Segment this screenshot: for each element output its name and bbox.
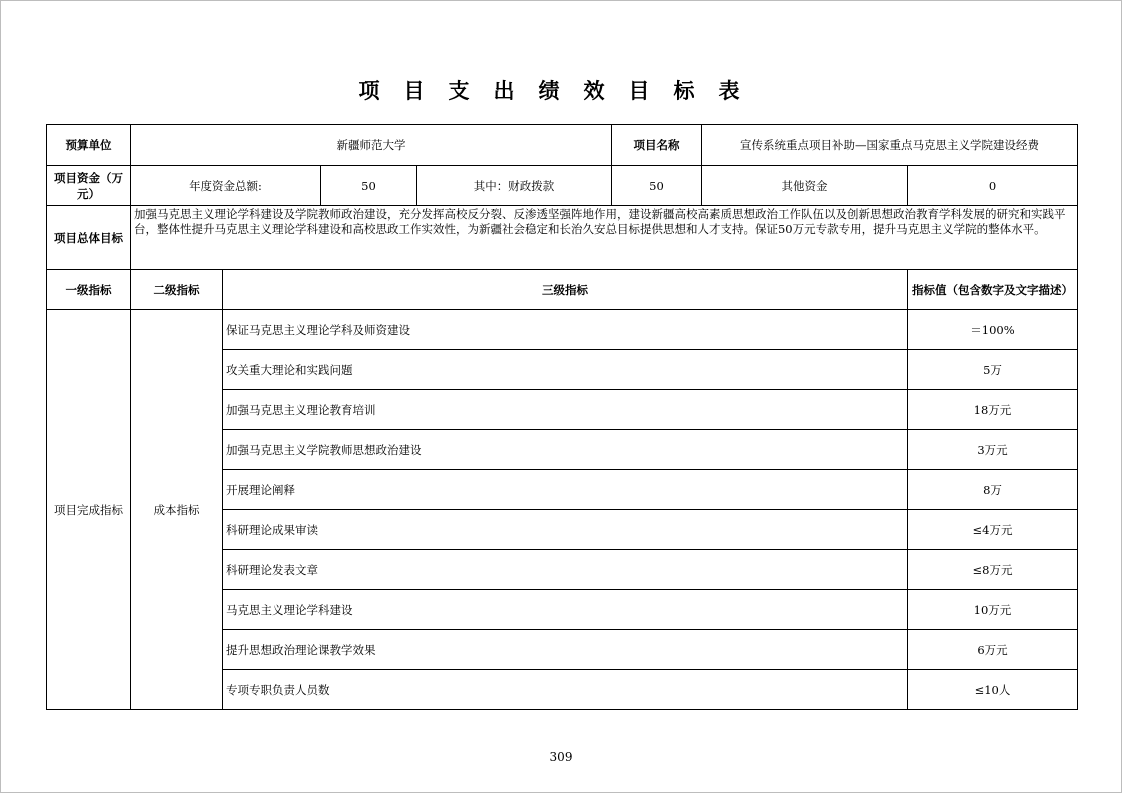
indicator-value: 10万元 <box>908 590 1078 630</box>
indicator-name: 提升思想政治理论课教学效果 <box>223 630 908 670</box>
unit-value: 新疆师范大学 <box>131 125 612 166</box>
indicator-value: 18万元 <box>908 390 1078 430</box>
indicator-value: 3万元 <box>908 430 1078 470</box>
other-funds-label: 其他资金 <box>702 166 908 206</box>
level2-header: 二级指标 <box>131 270 223 310</box>
page-number: 309 <box>549 750 573 764</box>
indicator-value: ≤8万元 <box>908 550 1078 590</box>
fiscal-label: 其中：财政拨款 <box>417 166 612 206</box>
page-title: 项目支出绩效目标表 <box>358 79 764 103</box>
level3-header: 三级指标 <box>223 270 908 310</box>
indicator-name: 科研理论成果审读 <box>223 510 908 550</box>
annual-total-value: 50 <box>321 166 417 206</box>
goal-row <box>47 206 1078 270</box>
indicator-name: 加强马克思主义学院教师思想政治建设 <box>223 430 908 470</box>
unit-label: 预算单位 <box>47 125 131 166</box>
indicator-name: 加强马克思主义理论教育培训 <box>223 390 908 430</box>
fiscal-value: 50 <box>612 166 702 206</box>
indicator-name: 攻关重大理论和实践问题 <box>223 350 908 390</box>
indicator-value: 6万元 <box>908 630 1078 670</box>
indicator-value: 5万 <box>908 350 1078 390</box>
indicator-name: 科研理论发表文章 <box>223 550 908 590</box>
value-header: 指标值（包含数字及文字描述） <box>908 270 1078 310</box>
funds-row <box>47 166 1078 206</box>
indicator-value: ≤10人 <box>908 670 1078 710</box>
level1-header: 一级指标 <box>47 270 131 310</box>
goal-label: 项目总体目标 <box>47 206 131 270</box>
performance-table <box>46 124 1078 710</box>
indicator-name: 专项专职负责人员数 <box>223 670 908 710</box>
goal-text: 加强马克思主义理论学科建设及学院教师政治建设，充分发挥高校反分裂、反渗透坚强阵地作用，建设新疆高校高素质思想政治工作队伍以及创新思想政治教育学科发展的研究和实践平台，整体性提升马克思主义理论学科建设和高校思政工作实效性，为新疆社会稳定和长治久安总目标提供思想和人才支持。保证50万元专款专用，提升马克思主义学院的整体水平。 <box>131 206 1078 270</box>
annual-total-label: 年度资金总额: <box>131 166 321 206</box>
column-header-row <box>47 270 1078 310</box>
project-name-label: 项目名称 <box>612 125 702 166</box>
header-row <box>47 125 1078 166</box>
indicator-value: 8万 <box>908 470 1078 510</box>
level1-cell: 项目完成指标 <box>47 310 131 710</box>
indicator-name: 开展理论阐释 <box>223 470 908 510</box>
indicator-row <box>47 310 1078 350</box>
indicator-value: ＝100% <box>908 310 1078 350</box>
project-name-value: 宣传系统重点项目补助—国家重点马克思主义学院建设经费 <box>702 125 1078 166</box>
other-funds-value: 0 <box>908 166 1078 206</box>
indicator-name: 马克思主义理论学科建设 <box>223 590 908 630</box>
indicator-name: 保证马克思主义理论学科及师资建设 <box>223 310 908 350</box>
indicator-body <box>47 310 1078 710</box>
funds-label: 项目资金（万元） <box>47 166 131 206</box>
level2-cell: 成本指标 <box>131 310 223 710</box>
indicator-value: ≤4万元 <box>908 510 1078 550</box>
